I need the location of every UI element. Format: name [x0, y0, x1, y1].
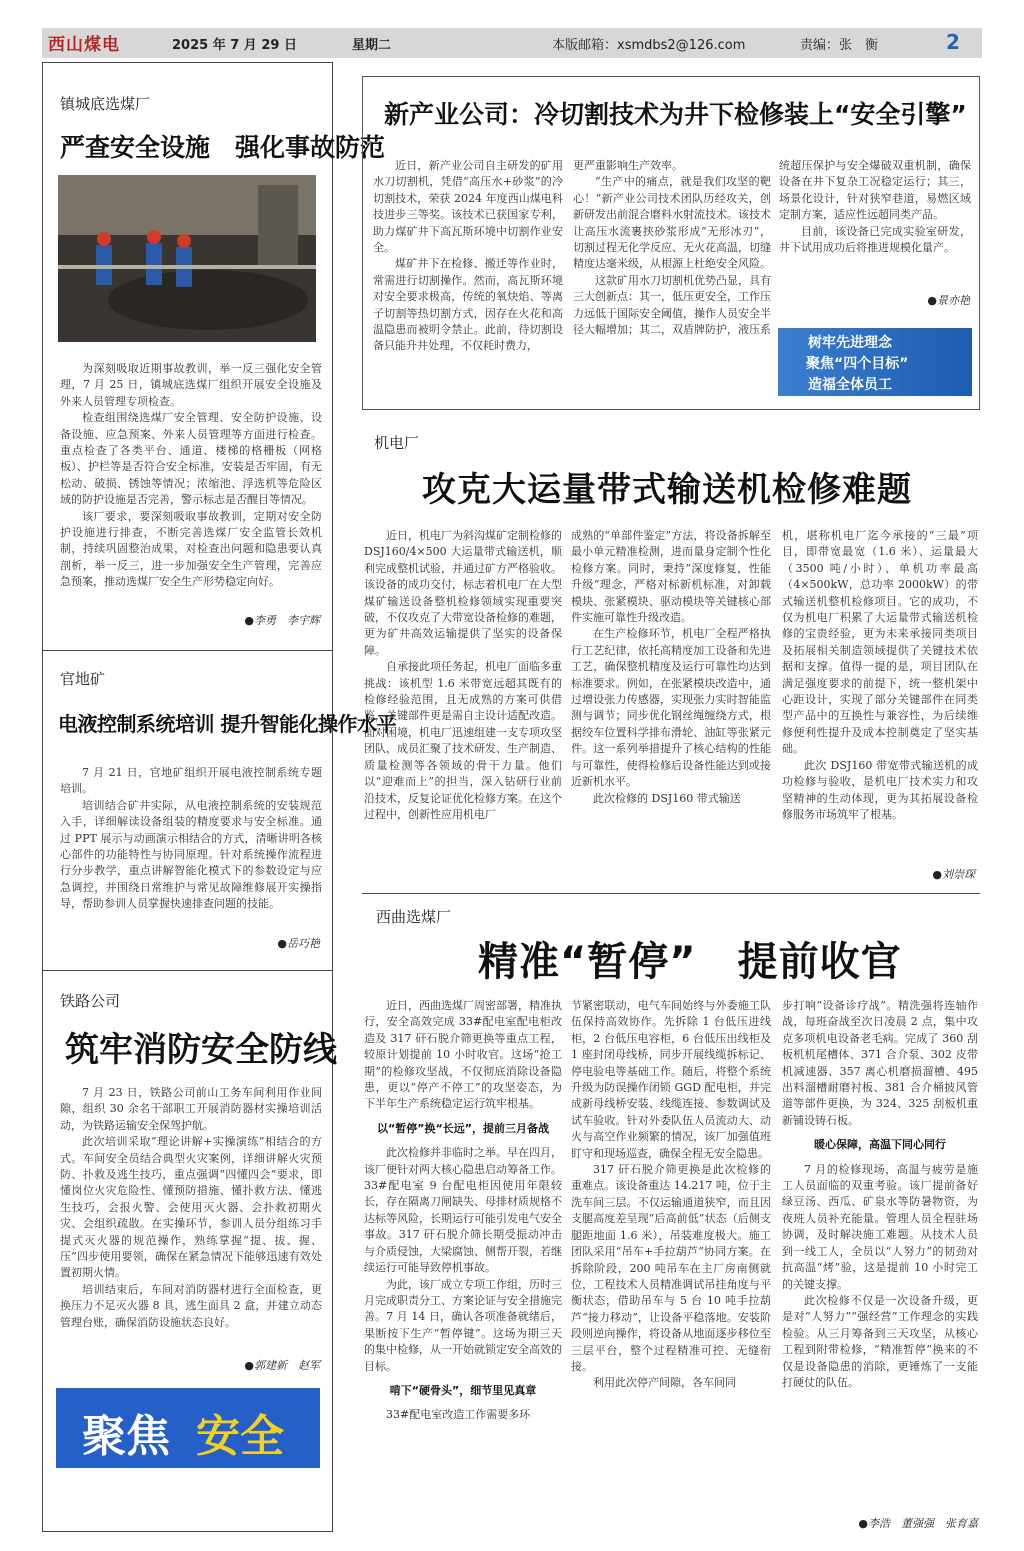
headline-xiqu: 精准“暂停” 提前收官	[478, 939, 902, 985]
issue-weekday: 星期二	[352, 38, 392, 53]
banner-word-safety: 安全	[196, 1411, 284, 1462]
byline-tielu: ●郭建新 赵军	[244, 1359, 320, 1372]
subhead-xiqu-1: 以“暂停”换“长远”，提前三月备战	[377, 1121, 549, 1135]
headline-zhencheng: 严查安全设施 强化事故防范	[60, 133, 386, 162]
jidian-col1: 近日，机电厂为斜沟煤矿定制检修的 DSJ160/4×500 大运量带式输送机，顺利完成整机试验，并通过矿方严格验收。该设备的成功交付，标志着机电厂在大型煤矿输送设备整机检修领域实现重要突破，不仅攻克了大带宽设备检修的难题，更为矿井高效运输提供了坚实的设备保障。 自承接此项任务起，机电厂面临多重挑战：该机型 1.6 米带宽远超其既有的检修经验范围，且无成熟的方案可供借鉴，关键部件更是需自主设计适配改造。面对困境，机电厂迅速组建一支专项攻坚团队，成员汇聚了技术研发、生产制造、质量检测等各领域的骨干力量。他们以“迎难而上”的担当，深入钻研行业前沿技术，反复论证优化检修方案。在这个过程中，创新性应用机电厂	[364, 529, 562, 821]
xiqu-col2: 节紧密联动，电气车间始终与外委施工队伍保持高效协作。先拆除 1 台低压进线柜，2 台低压电容柜，6 台低压出线柜及 1 座封闭母线桥，同步开展线缆拆标记、停电验电等基础工作。随后，将整个系统升级为防误操作闭锁 GGD 配电柜，并完成新母线桥安装、线缆连接、参数调试及试车验收。针对外委队伍人员流动大、动火与高空作业频繁的情况，该厂加强值班盯守和现场巡查，确保全程无安全隐患。 317 矸石脱介筛更换是此次检修的重难点。该设备重达 14.217 吨，位于主洗车间三层。不仅运输通道狭窄，而且因支腿高度差呈现“后高前低”状态（后侧支腿距地面 1.6 米），吊装难度极大。施工团队采用“吊车+手拉葫芦”协同方案。在拆除阶段，200 吨吊车在主厂房南侧就位，工程技术人员精准调试吊挂角度与平衡状态，借助吊车与 5 台 10 吨手拉葫芦“接力移动”，让设备平稳落地。安装阶段则逆向操作，将设备从地面逐步移位至三层平台，整个过程精准可控、无缝衔接。 利用此次停产间隙，各车间同	[571, 999, 771, 1390]
xinchanye-col2: 更严重影响生产效率。 “生产中的痛点，就是我们攻坚的靶心！”新产业公司技术团队历经攻关，创新研发出前混合磨料水射流技术。该技术让高压水流裹挟砂浆形成“无形冰刃”，切割过程无化学反应、无火花高温，切缝精度达毫米级，从根源上杜绝安全风险。 这款矿用水刀切割机优势凸显，具有三大创新点：其一，低压更安全，工作压力远低于国际安全阈值，操作人员安全半径大幅增加；其二，双盾牌防护，液压系	[573, 159, 771, 337]
headline-guandi: 电液控制系统培训 提升智能化操作水平	[58, 712, 396, 736]
byline-guandi: ●岳巧艳	[277, 937, 320, 950]
byline-xiqu: ●李浩 董强强 张育嘉	[858, 1517, 978, 1530]
jidian-col3: 机，堪称机电厂迄今承接的“三最”项目，即带宽最宽（1.6 米）、运量最大（3500 吨/小时）、单机功率最高（4×500kW，总功率 2000kW）的带式输送机整机检修项目。它的成功，不仅为机电厂积累了大运量带式输送机检修的宝贵经验，更为未来承接同类项目及拓展相关制造领域提供了关键技术依据和支撑。值得一提的是，项目团队在满足强度要求的前提下，统一整机架中心距设计，实现了部分关键部件在同类型产品中的互换性与兼容性，为后续维修便利性提升及成本控制奠定了坚实基础。 此次 DSJ160 带宽带式输送机的成功检修与验收，是机电厂技术实力和攻坚精神的生动体现，更为其拓展设备检修服务市场筑牢了根基。	[782, 529, 978, 821]
banner-focus-safety	[56, 1388, 320, 1468]
subhead-xiqu-2: 啃下“硬骨头”，细节里见真章	[389, 1383, 537, 1397]
slogan-line-3: 造福全体员工	[808, 377, 892, 393]
subhead-xiqu-3: 暖心保障，高温下同心同行	[814, 1138, 946, 1152]
byline-zhencheng: ●李勇 李宇辉	[244, 614, 320, 627]
slogan-line-2: 聚焦“四个目标”	[806, 356, 909, 372]
body-guandi: 7 月 21 日，官地矿组织开展电液控制系统专题培训。 培训结合矿井实际，从电液控制系统的安装规范入手，详细解读设备组装的精度要求与安全标准。通过 PPT 展示与动画演示相结合的方式，清晰讲明各核心部件的功能特性与协同原理。针对系统操作流程进行分步教学，重点讲解智能化模式下的参数设定与应急调控，并围绕日常维护与常见故障维修展开实操指导，帮助参训人员掌握快速排查问题的技能。	[60, 766, 322, 911]
section-guandi: 官地矿	[60, 670, 106, 688]
headline-xinchanye: 新产业公司：冷切割技术为井下检修装上“安全引擎”	[384, 100, 967, 129]
page-number: 2	[946, 30, 960, 54]
body-zhencheng: 为深刻吸取近期事故教训，举一反三强化安全管理，7 月 25 日，镇城底选煤厂组织开展安全设施及外来人员管理专项检查。 检查组围绕选煤厂安全管理、安全防护设施、设备设施、应急预案、外来人员管理等方面进行检查。重点检查了各类平台、通道、楼梯的格栅板（网格板）、护栏等是否符合安全标准，安装是否牢固，有无松动、破损、锈蚀等情况；浓缩池、浮选机等危险区域的防护设施是否完善，警示标志是否醒目等情况。 该厂要求，要深刻吸取事故教训，定期对安全防护设施进行排查，不断完善选煤厂安全监管长效机制，持续巩固整治成果，对检查出问题和隐患要认真剖析，举一反三，进一步加强安全生产管理，完善应急预案，推动选煤厂安全生产形势稳定向好。	[60, 362, 322, 589]
section-zhencheng: 镇城底选煤厂	[60, 95, 151, 113]
xiqu-col3: 步打响“设备诊疗战”。精洗强将连轴作战，每班奋战至次日凌晨 2 点，集中攻克多项机电设备老毛病。完成了 360 刮板机机尾槽体、371 合介泵、302 皮带机减速器、357 离心机磨损溜槽、495 出料溜槽耐磨衬板、381 合介桶披风管道等部件更换，为 324、325 刮板机重新铺设铸石板。 暖心保障，高温下同心同行 7 月的检修现场，高温与疲劳是施工人员面临的双重考验。该厂提前备好绿豆汤、西瓜、矿泉水等防暑物资，为夜班人员补充能量。管理人员全程驻场协调，及时解决施工难题。从技术人员到一线工人，全员以“人努力”的韧劲对抗高温“烤”验，这是提前 10 小时完工的关键支撑。 此次检修不仅是一次设备升级，更是对“人努力”“强经营”工作理念的实践检验。从三月筹备到三天攻坚，从核心工程到附带检修，“精准暂停”换来的不仅是设备隐患的消除，更锤炼了一支能打硬仗的队伍。	[782, 999, 978, 1389]
section-jidian: 机电厂	[374, 434, 420, 452]
issue-date: 2025 年 7 月 29 日	[172, 38, 297, 53]
xiqu-col1: 近日，西曲选煤厂周密部署，精准执行，安全高效完成 33#配电室配电柜改造及 317 矸石脱介筛更换等重点工程，较原计划提前 10 小时收官。这场“抢工期”的检修攻坚战，不仅彻底消除设备隐患，更以“停产不停工”的攻坚姿态，为下半年生产系统稳定运行筑牢根基。 以“暂停”换“长远”，提前三月备战 此次检修并非临时之举。早在四月，该厂便针对两大核心隐患启动筹备工作。33#配电室 9 台配电柜因使用年限较长，存在隔离刀闸缺失、母排材质规格不达标等风险，长期运行可能引发电气安全事故。317 矸石脱介筛长期受振动冲击与介质侵蚀，大梁腐蚀、侧帮开裂，若继续运行可能导致停机事故。 为此，该厂成立专项工作组，历时三月完成职责分工、方案论证与安全措施完善。7 月 14 日，确认各项准备就绪后，果断按下生产“暂停键”。这场为期三天的集中检修，从一开始就锁定安全高效的目标。 啃下“硬骨头”，细节里见真章 33#配电室改造工作需要多环	[364, 999, 562, 1422]
slogan-line-1: 树牢先进理念	[808, 335, 892, 351]
slogan-panel	[778, 328, 972, 396]
xinchanye-col1: 近日，新产业公司自主研发的矿用水刀切割机，凭借“高压水+砂浆”的冷切割技术，荣获 2024 年度西山煤电科技进步三等奖。该技术已获国家专利，助力煤矿井下高瓦斯环境中切割作业安全。 煤矿井下在检修、搬迁等作业时，常需进行切割操作。然而，高瓦斯环境对安全要求极高，传统的氧炔焰、等离子切割等热切割方式，因存在火花和高温隐患而被明令禁止。此前，待切割设备只能升井处理，不仅耗时费力，	[373, 159, 563, 353]
newspaper-logo: 西山煤电	[48, 35, 120, 55]
headline-tielu: 筑牢消防安全防线	[65, 1030, 337, 1070]
photo-inspection	[58, 175, 316, 342]
jidian-col2: 成熟的“单部件鉴定”方法，将设备拆解至最小单元精准检测，进而量身定制个性化检修方案。同时，秉持“深度修复，性能升级”理念，严格对标新机标准，对卸载模块、张紧模块、驱动模块等关键核心部件实施可靠性升级改造。 在生产检修环节，机电厂全程严格执行工艺纪律，依托高精度加工设备和先进工艺，确保整机精度及运行可靠性均达到标准要求。例如，在张紧模块改造中，通过增设张力传感器，实现张力实时智能监测与调节；同步优化钢丝绳缠绕方式，根据绞车位置科学排布滑轮、油缸等张紧元件。这一系列举措提升了核心结构的性能与可靠性，使得检修后设备性能达到或接近新机水平。 此次检修的 DSJ160 带式输送	[571, 529, 771, 805]
xinchanye-col3: 统超压保护与安全爆破双重机制，确保设备在井下复杂工况稳定运行；其三，场景化设计，针对狭窄巷道，易燃区域定制方案，适应性远超同类产品。 目前，该设备已完成实验室研发，井下试用成功后将推进规模化量产。	[779, 159, 971, 255]
byline-xinchanye: ●景亦艳	[927, 294, 970, 307]
section-xiqu: 西曲选煤厂	[376, 908, 452, 926]
page-editor: 责编：张 衡	[800, 38, 879, 53]
body-tielu: 7 月 23 日，铁路公司前山工务车间利用作业间隙，组织 30 余名干部职工开展消防器材实操培训活动，为铁路运输安全保驾护航。 此次培训采取“理论讲解+实操演练”相结合的方式。车间安全员结合典型火灾案例，详细讲解火灾预防、扑救及逃生技巧，重点强调“四懂四会”要求，即懂岗位火灾危险性、懂预防措施、懂扑救方法、懂逃生技巧，会报火警、会使用灭火器、会扑救初期火灾、会组织疏散。在实操环节，参训人员分组练习手提式灭火器的规范操作，熟练掌握“提、拔、握、压”四步使用要领，确保在紧急情况下能够迅速有效处置初期火情。 培训结束后，车间对消防器材进行全面检查，更换压力不足灭火器 8 具，逃生面具 2 盒，并建立动态管理台账，确保消防设施状态良好。	[60, 1086, 322, 1329]
banner-word-focus: 聚焦	[82, 1411, 170, 1462]
byline-jidian: ●刘崇琛	[932, 868, 975, 881]
editor-email: 本版邮箱：xsmdbs2@126.com	[552, 38, 746, 53]
section-tielu: 铁路公司	[60, 992, 121, 1010]
headline-jidian: 攻克大运量带式输送机检修难题	[422, 470, 912, 510]
